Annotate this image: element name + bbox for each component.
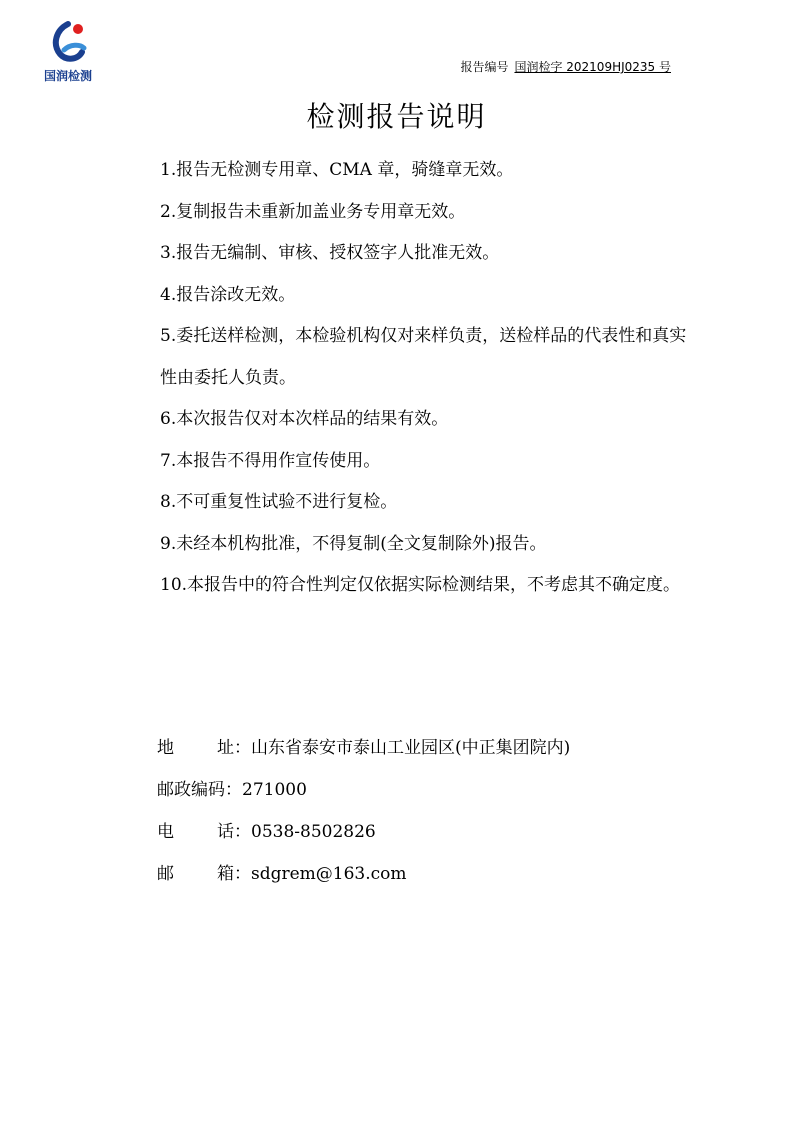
address-label-second: 址 bbox=[217, 738, 234, 758]
postcode-row bbox=[157, 769, 570, 811]
note-item: 3.报告无编制、审核、授权签字人批准无效。 bbox=[160, 243, 500, 263]
note-item: 10.本报告中的符合性判定仅依据实际检测结果，不考虑其不确定度。 bbox=[160, 575, 681, 595]
postcode-value: 271000 bbox=[242, 780, 307, 800]
email-row bbox=[157, 853, 570, 895]
report-number bbox=[460, 58, 671, 75]
note-item: 5.委托送样检测，本检验机构仅对来样负责，送检样品的代表性和真实性由委托人负责。 bbox=[160, 326, 687, 388]
logo-text: 国润检测 bbox=[43, 69, 92, 83]
note-item: 9.未经本机构批准，不得复制(全文复制除外)报告。 bbox=[160, 533, 547, 554]
address-separator: ： bbox=[234, 738, 251, 758]
email-label-second: 箱 bbox=[217, 864, 234, 884]
phone-label-first: 电 bbox=[157, 822, 174, 842]
postcode-separator: ： bbox=[225, 780, 242, 800]
note-item: 2.复制报告未重新加盖业务专用章无效。 bbox=[160, 201, 466, 222]
page-title: 检测报告说明 bbox=[306, 100, 487, 133]
report-number-value: 国润检字 202109HJ0235 号 bbox=[514, 60, 671, 74]
report-number-label: 报告编号 bbox=[460, 60, 509, 74]
note-item: 8.不可重复性试验不进行复检。 bbox=[160, 492, 398, 512]
contact-info bbox=[157, 727, 570, 895]
address-value: 山东省泰安市泰山工业园区(中正集团院内) bbox=[251, 738, 571, 758]
email-separator: ： bbox=[234, 864, 251, 884]
note-item: 1.报告无检测专用章、CMA 章，骑缝章无效。 bbox=[160, 160, 514, 180]
email-value[interactable]: sdgrem@163.com bbox=[251, 864, 407, 884]
email-label-first: 邮 bbox=[157, 864, 174, 884]
phone-label-second: 话 bbox=[217, 822, 234, 842]
address-label-first: 地 bbox=[157, 738, 174, 758]
logo-mark-icon bbox=[46, 20, 94, 66]
postcode-label: 邮政编码 bbox=[157, 780, 225, 800]
note-item: 4.报告涂改无效。 bbox=[160, 284, 296, 305]
note-item: 6.本次报告仅对本次样品的结果有效。 bbox=[160, 409, 449, 429]
company-logo bbox=[36, 20, 106, 84]
notes-list bbox=[160, 150, 690, 607]
phone-value: 0538-8502826 bbox=[251, 822, 376, 842]
phone-separator: ： bbox=[234, 822, 251, 842]
address-row bbox=[157, 727, 570, 769]
phone-row bbox=[157, 811, 570, 853]
note-item: 7.本报告不得用作宣传使用。 bbox=[160, 450, 381, 471]
